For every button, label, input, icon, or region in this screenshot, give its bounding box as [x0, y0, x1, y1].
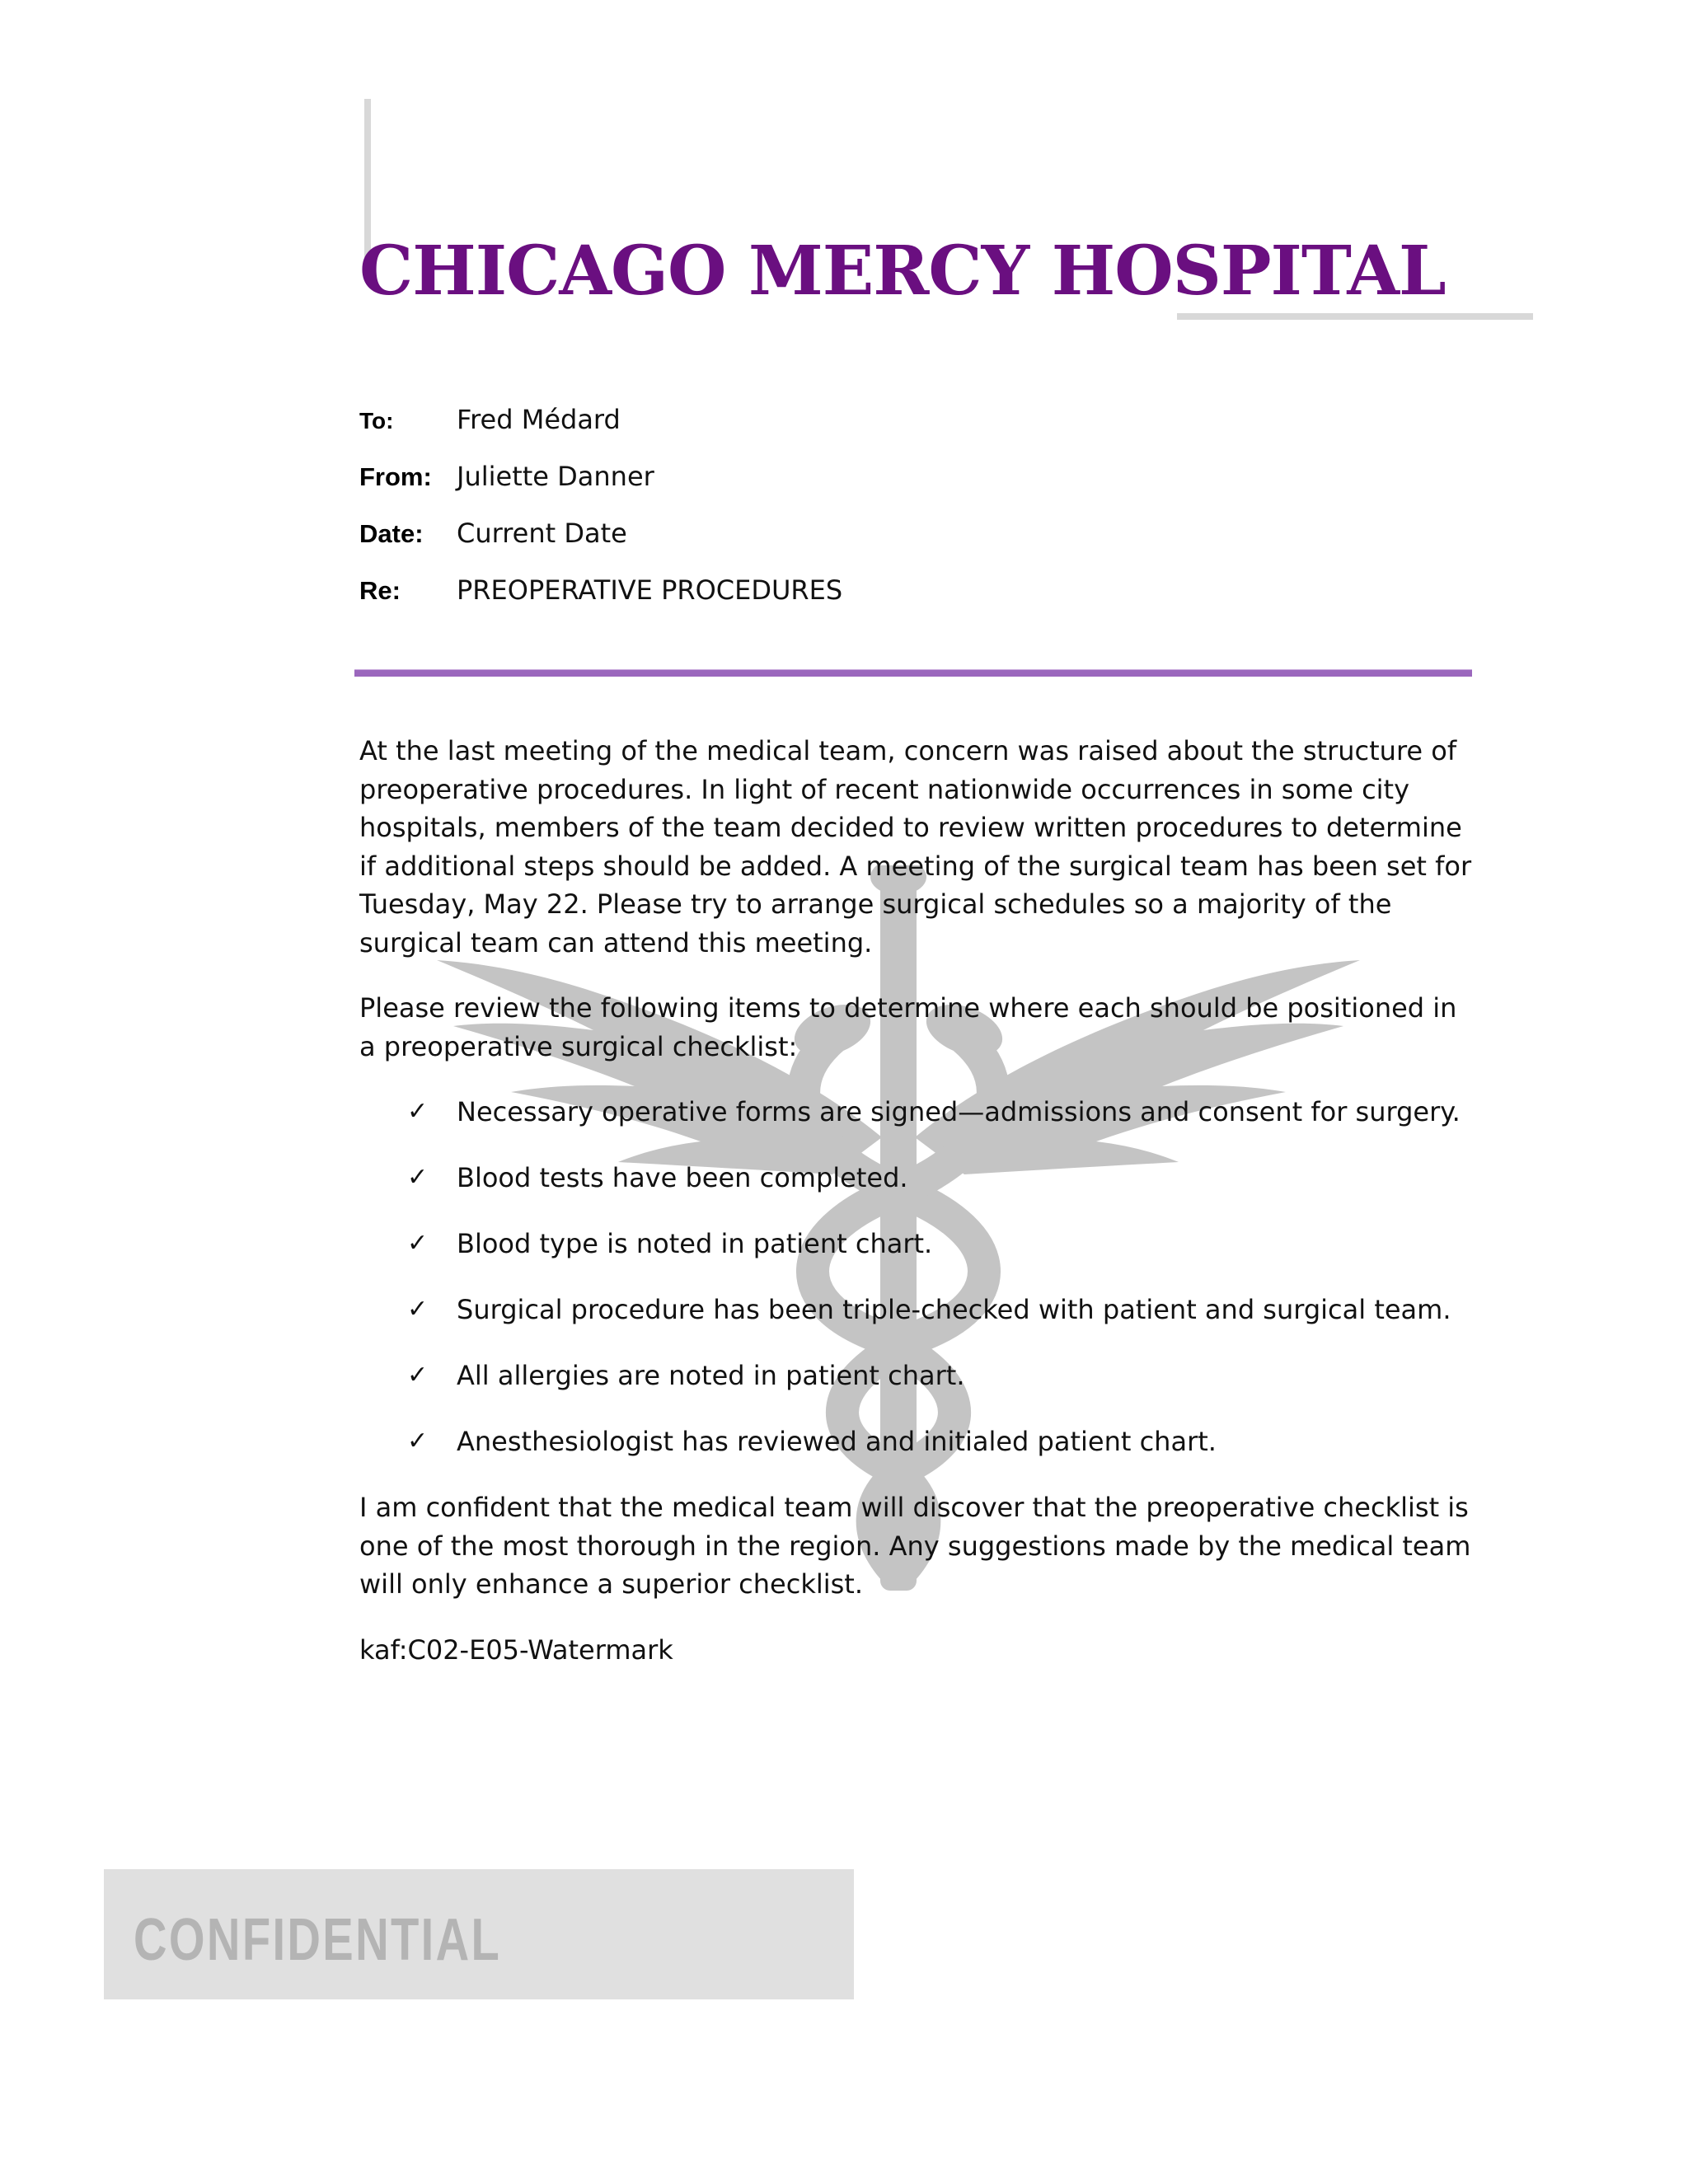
body-paragraph-3: I am confident that the medical team will discover that the preoperative checklist is one of the most thorough in the region. Any suggestions made by the medical team will only enhance a superior checklist.: [359, 1492, 1471, 1600]
field-from: [359, 461, 1513, 518]
field-from-value: Juliette Danner: [457, 461, 654, 492]
checkmark-icon: ✓: [407, 1163, 429, 1192]
checklist-item-text: Surgical procedure has been triple-checked with patient and surgical team.: [457, 1294, 1451, 1325]
hospital-title: CHICAGO MERCY HOSPITAL: [359, 232, 1446, 311]
checkmark-icon: ✓: [407, 1229, 429, 1258]
checklist-item-text: Blood tests have been completed.: [457, 1162, 908, 1193]
accent-line-horizontal: [1177, 313, 1533, 320]
field-re: [359, 574, 1513, 631]
confidential-banner: [104, 1869, 854, 1999]
field-to-value: Fred Médard: [457, 404, 621, 435]
preoperative-checklist: [359, 1093, 1480, 1461]
document-id: kaf:C02-E05-Watermark: [359, 1633, 673, 1666]
checklist-item: [359, 1159, 1480, 1197]
body-paragraph-1: At the last meeting of the medical team, concern was raised about the structure of preoperative procedures. In light of recent nationwide occurrences in some city hospitals, members of the team decided to review written procedures to determine if additional steps should be added. A meeting of the surgical team has been set for Tuesday, May 22. Please try to arrange surgical schedules so a majority of the surgical team can attend this meeting.: [359, 735, 1472, 958]
checklist-item: [359, 1225, 1480, 1263]
checkmark-icon: ✓: [407, 1295, 429, 1324]
checklist-item: [359, 1357, 1480, 1395]
body-paragraph-2: Please review the following items to determine where each should be positioned in a preoperative surgical checklist:: [359, 992, 1457, 1062]
checklist-item: [359, 1291, 1480, 1329]
checklist-item-text: Blood type is noted in patient chart.: [457, 1228, 933, 1259]
field-date-label: Date:: [359, 519, 424, 548]
memo-body: [359, 732, 1480, 1696]
checklist-item-text: Necessary operative forms are signed—admissions and consent for surgery.: [457, 1096, 1461, 1127]
field-re-label: Re:: [359, 576, 401, 605]
field-from-label: From:: [359, 462, 432, 491]
field-date-value: Current Date: [457, 518, 627, 549]
field-date: [359, 518, 1513, 574]
memo-header-fields: [359, 404, 1513, 631]
header-divider: [354, 669, 1472, 677]
field-to-label: To:: [359, 408, 394, 434]
confidential-label: CONFIDENTIAL: [134, 1907, 502, 1973]
checkmark-icon: ✓: [407, 1097, 429, 1126]
checklist-item-text: All allergies are noted in patient chart.: [457, 1360, 965, 1391]
checkmark-icon: ✓: [407, 1427, 429, 1455]
checklist-item: [359, 1422, 1480, 1461]
checkmark-icon: ✓: [407, 1361, 429, 1390]
field-to: [359, 404, 1513, 461]
checklist-item: [359, 1093, 1480, 1132]
field-re-value: PREOPERATIVE PROCEDURES: [457, 574, 843, 606]
checklist-item-text: Anesthesiologist has reviewed and initialed patient chart.: [457, 1426, 1217, 1457]
